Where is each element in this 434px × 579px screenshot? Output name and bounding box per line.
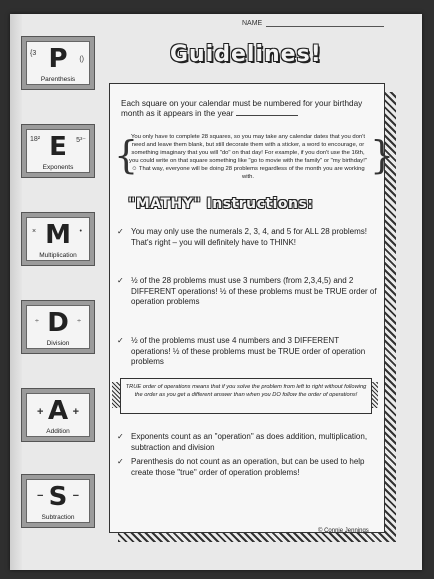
bullet-text: You may only use the numerals 2, 3, 4, and 5 for ALL 28 problems! That's right – you will definitely have to THINK! bbox=[131, 227, 367, 247]
tile-deco-right: − bbox=[72, 490, 79, 502]
banner-text: TRUE order of operations means that if you solve the problem from left to right without following the order as you get a different answer than when you DO follow the order of operations! bbox=[125, 384, 367, 398]
bullet-text: ½ of the problems must use 4 numbers and 3 DIFFERENT operations! ½ of these problems must be TRUE order of operation problems bbox=[131, 336, 366, 366]
copyright-footer: © Connie Jennings bbox=[318, 528, 369, 534]
tile-letter: P bbox=[48, 44, 68, 74]
tile-subtraction bbox=[21, 474, 95, 528]
order-of-operations-banner bbox=[120, 378, 372, 414]
tile-exponents bbox=[21, 124, 95, 178]
tile-letter: A bbox=[47, 396, 69, 426]
tile-letter: S bbox=[48, 482, 68, 512]
tile-word: Addition bbox=[46, 428, 70, 435]
calendar-note: You only have to complete 28 squares, so you may take any calendar dates that you don't need and leave them blank, but still decorate them with a sticker, a word to encourage, or something imaginary that you will "do" on that day! For example, if you don't use the 16th, you could write on that square something like "go to movie with the family" or "my birthday!" ☺ That way, everyone will be doing 28 problems regardless of the month you are working with. bbox=[129, 134, 367, 180]
bullet-item bbox=[117, 276, 379, 308]
tile-deco-left: {3 bbox=[30, 50, 37, 57]
bullet-text: Exponents count as an "operation" as does addition, multiplication, subtraction and division bbox=[131, 432, 368, 452]
tile-word: Subtraction bbox=[41, 514, 75, 521]
left-brace: { bbox=[114, 133, 139, 177]
intro-text bbox=[121, 99, 371, 119]
name-field bbox=[242, 20, 384, 27]
tile-deco-left: 18² bbox=[30, 136, 41, 143]
tile-deco-right: + bbox=[72, 406, 79, 418]
tile-deco-left: − bbox=[37, 490, 44, 502]
tile-deco-right: () bbox=[79, 56, 84, 63]
tile-division bbox=[21, 300, 95, 354]
tile-word: Parenthesis bbox=[40, 76, 76, 83]
tile-deco-right: 5³⁻ bbox=[76, 137, 86, 144]
tile-letter: M bbox=[45, 220, 71, 250]
tile-deco-left: × bbox=[32, 228, 37, 235]
check-icon: ✓ bbox=[117, 336, 124, 345]
name-label: NAME bbox=[242, 20, 263, 27]
tile-letter: D bbox=[47, 308, 69, 338]
name-blank-line bbox=[266, 26, 384, 27]
tile-deco-right: ÷ bbox=[77, 318, 81, 325]
bullet-text: Parenthesis do not count as an operation, but can be used to help create those "true" order of operation problems! bbox=[131, 457, 365, 477]
bullet-item bbox=[117, 227, 379, 248]
bullet-item bbox=[117, 432, 379, 453]
tile-deco-left: + bbox=[37, 406, 44, 418]
check-icon: ✓ bbox=[117, 432, 124, 441]
bullet-item bbox=[117, 457, 379, 478]
year-blank-line bbox=[236, 115, 298, 116]
bullet-text: ½ of the 28 problems must use 3 numbers (from 2,3,4,5) and 2 DIFFERENT operations! ½ of these problems must be TRUE order of operation problems bbox=[131, 276, 377, 306]
check-icon: ✓ bbox=[117, 457, 124, 466]
tile-letter: E bbox=[49, 132, 67, 162]
page-title: Guidelines! bbox=[170, 42, 322, 67]
intro-sentence: Each square on your calendar must be numbered for your birthday month as it appears in the year bbox=[121, 99, 363, 118]
tile-addition bbox=[21, 388, 95, 442]
tile-word: Division bbox=[46, 340, 70, 347]
right-brace: } bbox=[370, 133, 395, 177]
tile-deco-left: ÷ bbox=[35, 318, 39, 325]
instructions-heading: "MATHY" Instructions: bbox=[128, 196, 314, 212]
check-icon: ✓ bbox=[117, 227, 124, 236]
bullet-item bbox=[117, 336, 379, 368]
check-icon: ✓ bbox=[117, 276, 124, 285]
tile-word: Exponents bbox=[42, 164, 74, 171]
tile-deco-right: • bbox=[79, 228, 82, 235]
tile-multiplication bbox=[21, 212, 95, 266]
tile-parenthesis bbox=[21, 36, 95, 90]
tile-word: Multiplication bbox=[39, 252, 77, 259]
